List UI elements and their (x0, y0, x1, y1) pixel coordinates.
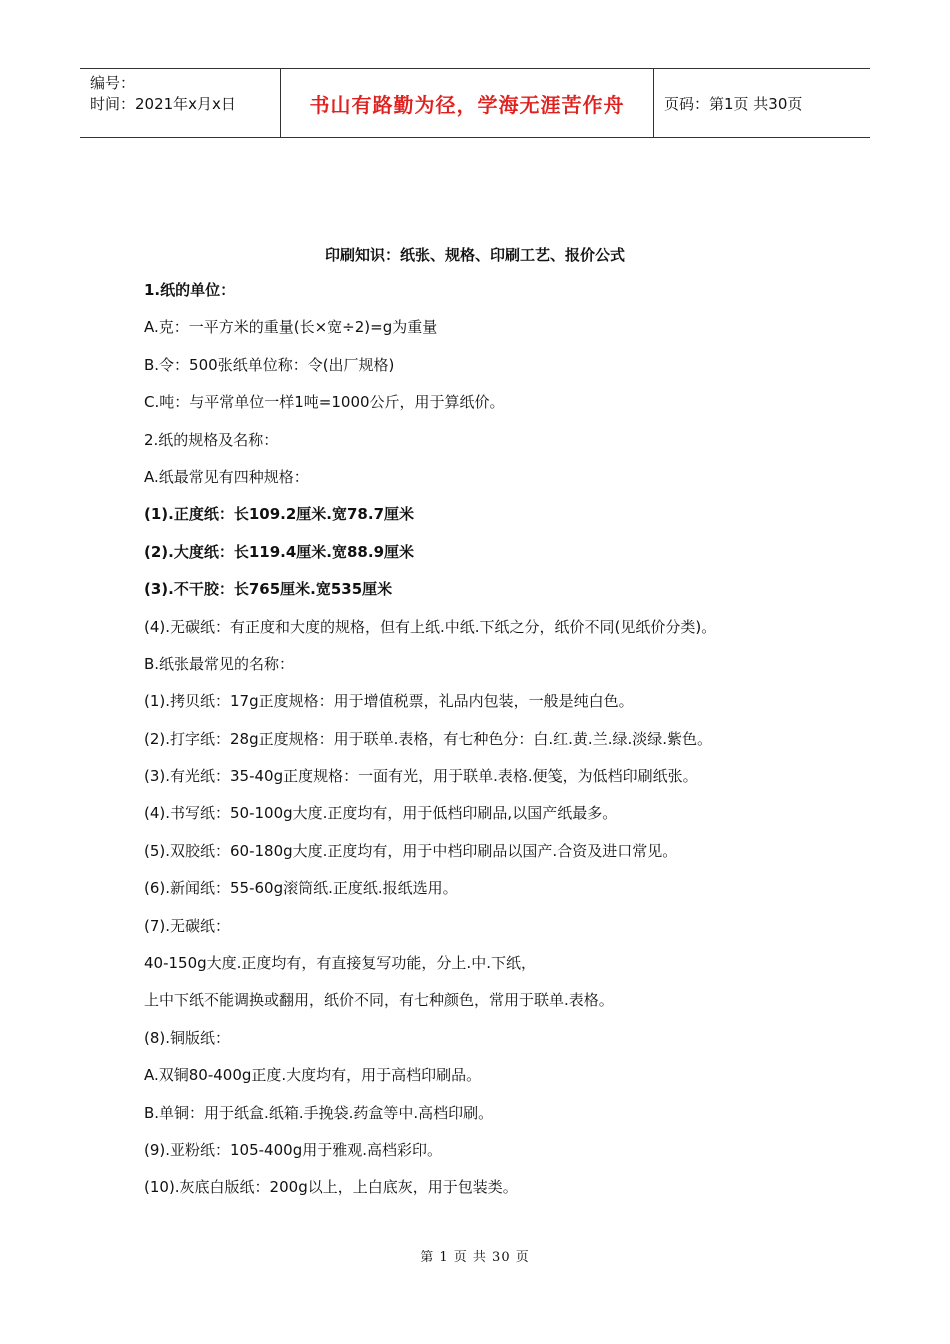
body-line: A.双铜80-400g正度.大度均有，用于高档印刷品。 (144, 1066, 482, 1085)
body-line: (9).亚粉纸：105-400g用于雅观.高档彩印。 (144, 1140, 442, 1159)
document-body (144, 280, 844, 1215)
body-line: 40-150g大度.正度均有，有直接复写功能，分上.中.下纸， (144, 954, 536, 973)
time-label: 时间：2021年x月x日 (90, 95, 236, 113)
body-line: B.令：500张纸单位称：令(出厂规格) (144, 355, 395, 374)
header-meta (80, 69, 281, 137)
body-line: (6).新闻纸：55-60g滚筒纸.正度纸.报纸选用。 (144, 879, 458, 898)
body-line: (2).大度纸：长119.4厘米.宽88.9厘米 (144, 542, 415, 561)
body-line: A.克：一平方米的重量(长×宽÷2)=g为重量 (144, 318, 438, 337)
body-line: (1).正度纸：长109.2厘米.宽78.7厘米 (144, 505, 415, 524)
body-line: (7).无碳纸： (144, 916, 231, 935)
body-line: (3).不干胶：长765厘米.宽535厘米 (144, 580, 393, 599)
header-page-cell (654, 69, 870, 137)
body-line: (10).灰底白版纸：200g以上，上白底灰，用于包装类。 (144, 1178, 518, 1197)
page-code: 页码：第1页 共30页 (664, 94, 803, 113)
body-line: A.纸最常见有四种规格： (144, 467, 309, 486)
body-line: 上中下纸不能调换或翻用，纸价不同，有七种颜色，常用于联单.表格。 (144, 991, 614, 1010)
body-line: (4).书写纸：50-100g大度.正度均有，用于低档印刷品,以国产纸最多。 (144, 804, 618, 823)
body-line: 2.纸的规格及名称： (144, 430, 279, 449)
motto-text: 书山有路勤为径，学海无涯苦作舟 (309, 92, 625, 117)
body-line: C.吨：与平常单位一样1吨=1000公斤，用于算纸价。 (144, 393, 505, 412)
body-line: (5).双胶纸：60-180g大度.正度均有，用于中档印刷品以国产.合资及进口常见。 (144, 841, 678, 860)
body-line: (3).有光纸：35-40g正度规格：一面有光，用于联单.表格.便笺，为低档印刷纸张。 (144, 767, 698, 786)
page-footer: 第 1 页 共 30 页 (420, 1250, 530, 1265)
body-line: (1).拷贝纸：17g正度规格：用于增值税票，礼品内包装，一般是纯白色。 (144, 692, 634, 711)
body-line: B.单铜：用于纸盒.纸箱.手挽袋.药盒等中.高档印刷。 (144, 1103, 494, 1122)
document-header (80, 68, 870, 138)
body-line: (8).铜版纸： (144, 1028, 231, 1047)
number-label: 编号： (90, 74, 136, 92)
body-line: (2).打字纸：28g正度规格：用于联单.表格，有七种色分：白.红.黄.兰.绿.淡绿.紫色。 (144, 729, 713, 748)
header-motto-cell (281, 69, 654, 137)
body-line: B.纸张最常见的名称： (144, 654, 295, 673)
body-line: (4).无碳纸：有正度和大度的规格，但有上纸.中纸.下纸之分，纸价不同(见纸价分类)。 (144, 617, 717, 636)
document-title: 印刷知识：纸张、规格、印刷工艺、报价公式 (324, 246, 625, 264)
body-line: 1.纸的单位： (144, 281, 236, 299)
